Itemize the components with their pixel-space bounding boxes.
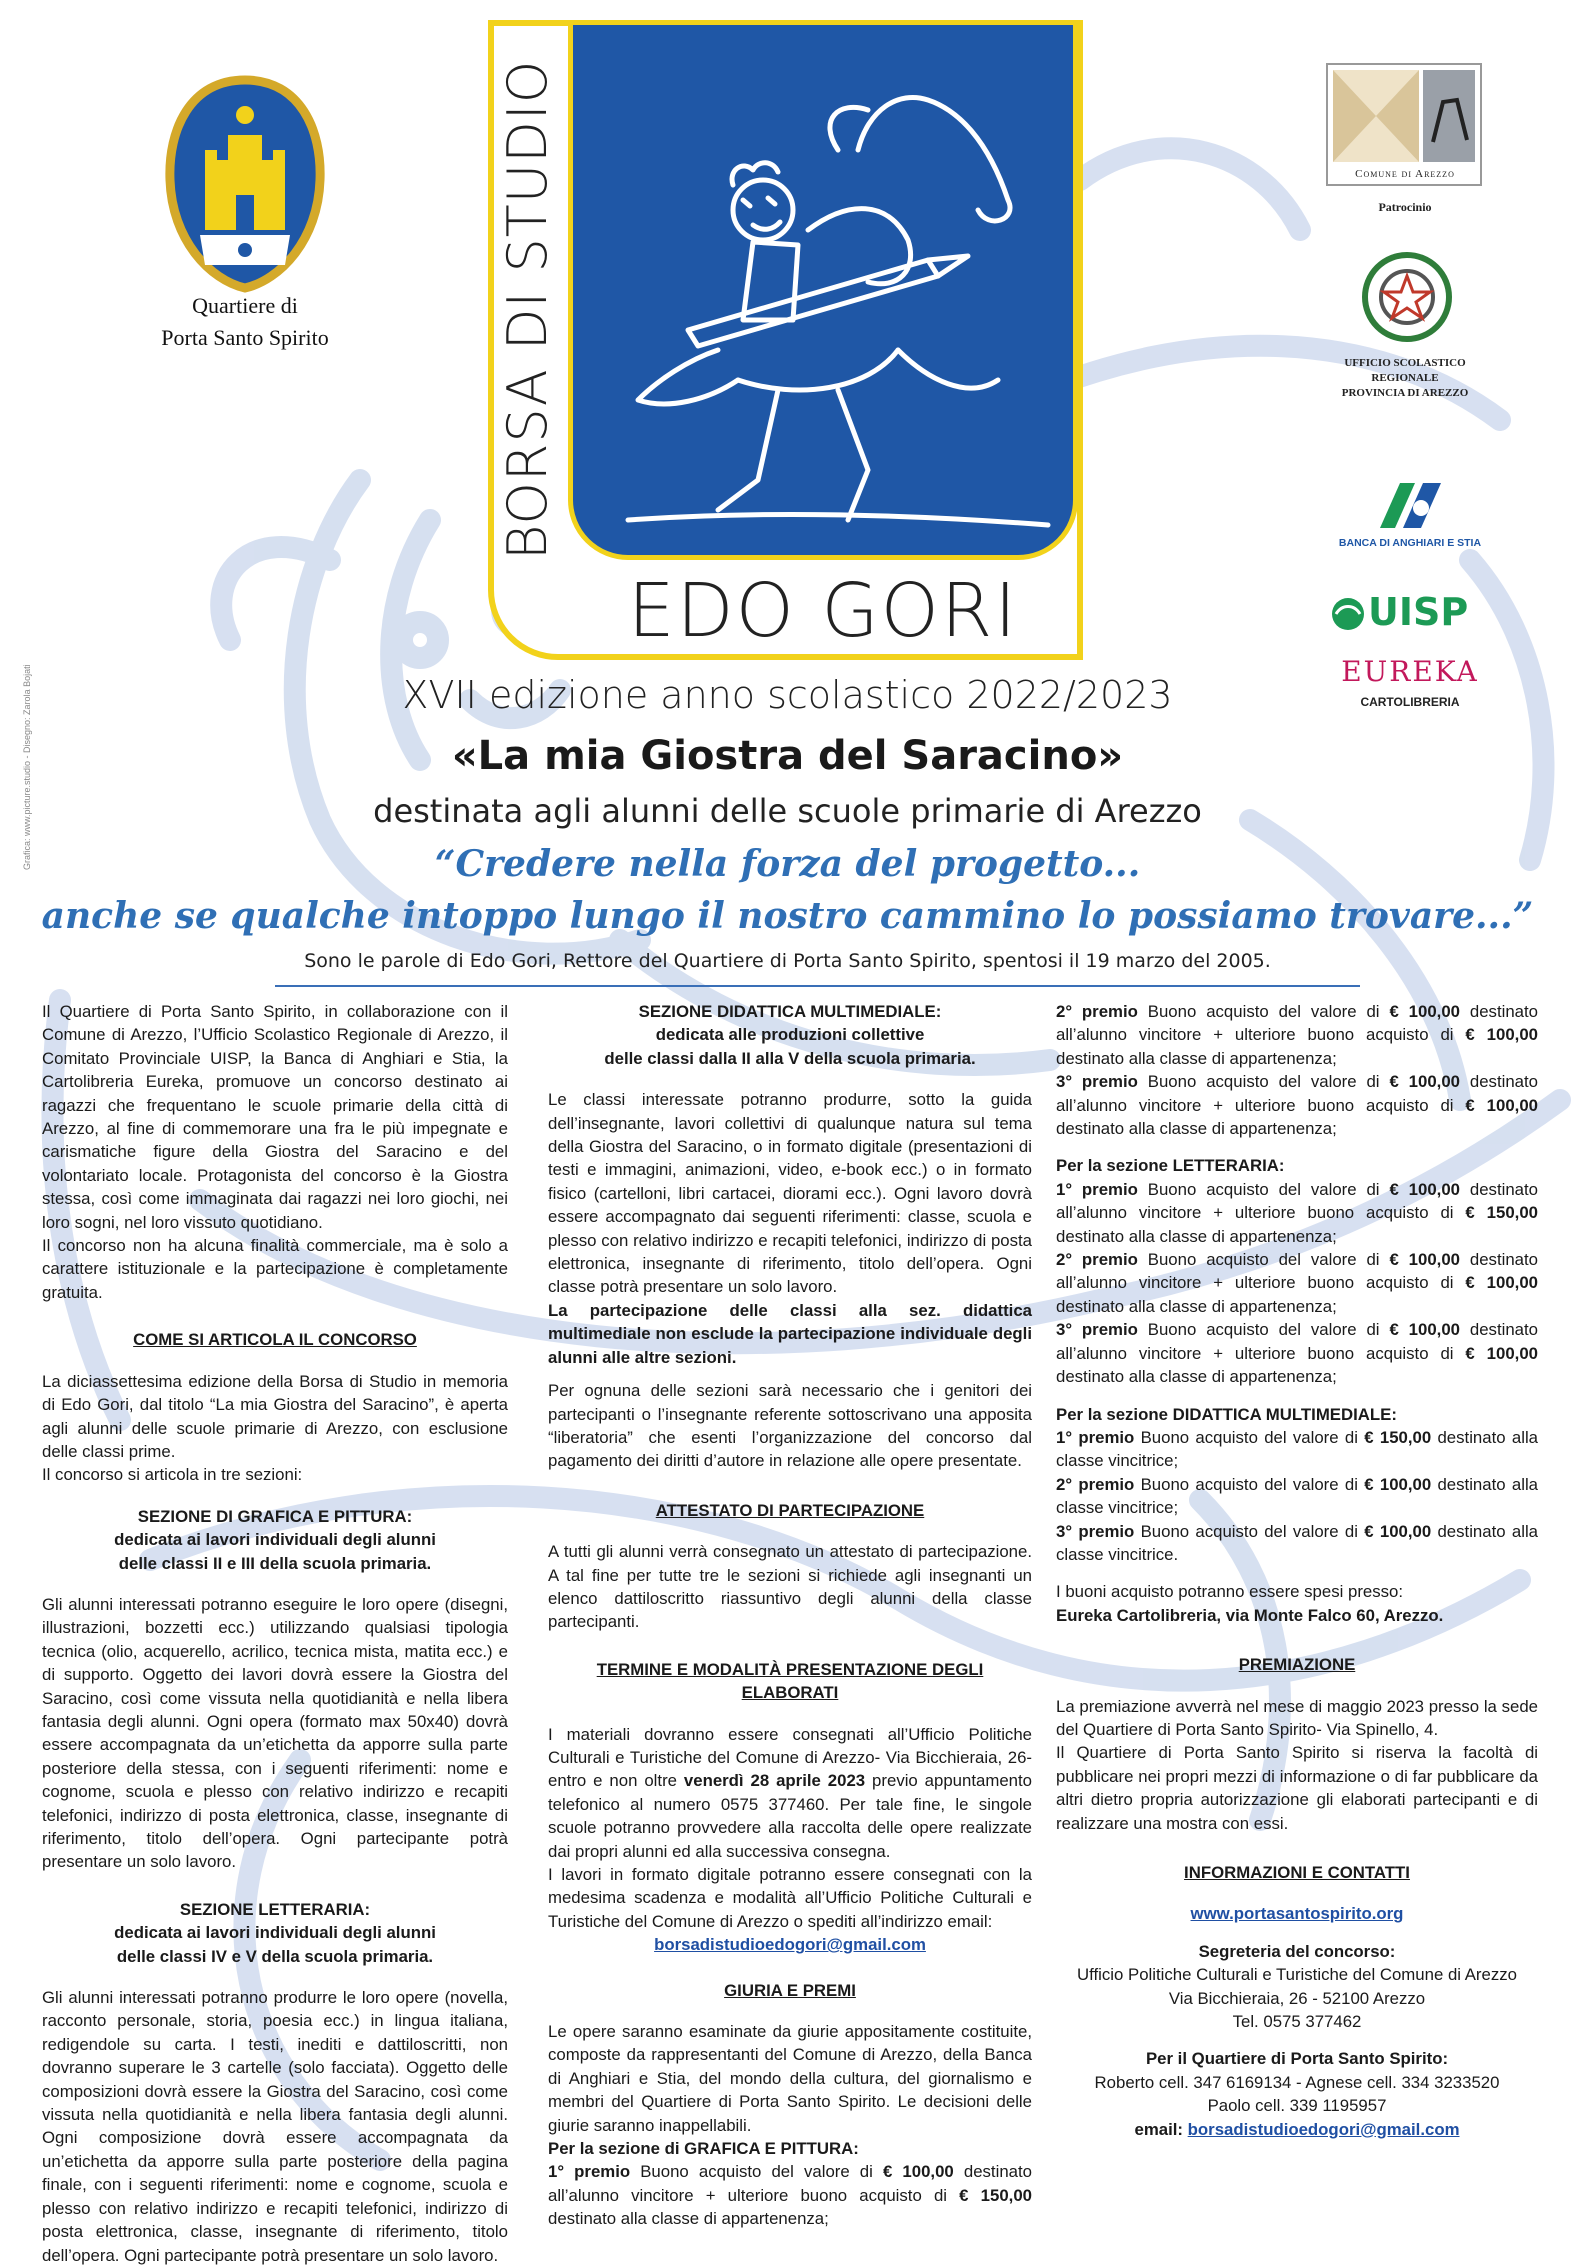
heading-letteraria-sub2: delle classi IV e V della scuola primaria. bbox=[116, 1946, 434, 1966]
uisp-label: UISP bbox=[1368, 590, 1469, 634]
uisp-logo bbox=[1330, 590, 1490, 640]
repubblica-emblem-icon bbox=[1360, 250, 1455, 345]
credit-text: Grafica: www.picture.studio - Disegno: Zarola Bojati bbox=[22, 664, 32, 870]
column-1 bbox=[42, 1000, 508, 2267]
heading-come-si-articola: COME SI ARTICOLA IL CONCORSO bbox=[133, 1330, 417, 1350]
heading-letteraria: SEZIONE LETTERARIA: bbox=[179, 1899, 371, 1919]
comune-label: Comune di Arezzo bbox=[1355, 168, 1455, 180]
premiazione-text-2: Il Quartiere di Porta Santo Spirito si riserva la facoltà di pubblicare nei propri mezzi di informazione o di far pubblicare da altri dietro propria autorizzazione gli elaborati partecipanti e di realizzare una mostra con essi. bbox=[1056, 1743, 1538, 1833]
grafica-prize-label: Per la sezione di GRAFICA E PITTURA: bbox=[548, 2139, 859, 2159]
segreteria-line1: Ufficio Politiche Culturali e Turistiche del Comune di Arezzo bbox=[1077, 1965, 1517, 1985]
come-text: La diciassettesima edizione della Borsa di Studio in memoria di Edo Gori, dal titolo “La mia Giostra del Saracino”, è aperta agli alunni delle scuole primarie di Arezzo, con esclusione delle classi prime. bbox=[42, 1371, 508, 1461]
quote-line1: “Credere nella forza del progetto... bbox=[434, 843, 1141, 885]
letteraria-prize-label: Per la sezione LETTERARIA: bbox=[1056, 1156, 1285, 1176]
edo-gori-title: EDO GORI bbox=[627, 568, 1019, 654]
crest-label-line2: Porta Santo Spirito bbox=[161, 325, 329, 350]
deadline-date: venerdì 28 aprile 2023 bbox=[683, 1771, 866, 1791]
multimediale-prize-2: 2° premio Buono acquisto del valore di € 100,00 destinato alla classe vincitrice; bbox=[1056, 1474, 1538, 1518]
quartiere-contacts-line1: Roberto cell. 347 6169134 - Agnese cell. 334 3233520 bbox=[1094, 2072, 1500, 2092]
edition-title: XVII edizione anno scolastico 2022/2023 bbox=[402, 673, 1173, 717]
heading-grafica-sub1: dedicata ai lavori individuali degli alunni bbox=[114, 1530, 436, 1550]
banca-anghiari-logo-icon bbox=[1375, 478, 1445, 533]
multimediale-bold-note: La partecipazione delle classi alla sez. didattica multimediale non esclude la partecipazione individuale degli alunni alle altre sezioni. bbox=[548, 1300, 1032, 1367]
heading-letteraria-sub1: dedicata ai lavori individuali degli alunni bbox=[114, 1923, 436, 1943]
letteraria-text: Gli alunni interessati potranno produrre le loro opere (novella, racconto personale, storia, poesia ecc.) in lingua italiana, redigendole su carta. I testi, inediti e dattiloscritti, non dovranno superare le 3 cartelle (solo facciata). Oggetto delle composizioni dovrà essere la Giostra del Saracino, così come vissuta nella quotidianità e nella libera fantasia degli alunni. Ogni composizione dovrà essere accompagnata da un’etichetta da apporre sulla parte posteriore della pagina finale, con i seguenti riferimenti: nome e cognome, scuola e plesso con relativo indirizzo e recapiti telefonici, indirizzo di posta elettronica, classe, insegnante di riferimento, titolo dell’opera. Ogni partecipante potrà presentare un solo lavoro. bbox=[42, 1988, 508, 2265]
letteraria-prize-2: 2° premio Buono acquisto del valore di € 100,00 destinato all’alunno vincitore + ulteriore buono acquisto di € 100,00 destinato alla classe di appartenenza; bbox=[1056, 1250, 1538, 1316]
grafica-prize-3: 3° premio Buono acquisto del valore di € 100,00 destinato all’alunno vincitore + ulteriore buono acquisto di € 100,00 destinato alla classe di appartenenza; bbox=[1056, 1072, 1538, 1139]
buoni-text: I buoni acquisto potranno essere spesi presso: bbox=[1056, 1582, 1404, 1602]
come-text-2: Il concorso si articola in tre sezioni: bbox=[42, 1465, 303, 1485]
heading-attestato: ATTESTATO DI PARTECIPAZIONE bbox=[655, 1500, 925, 1520]
grafica-text: Gli alunni interessati potranno eseguire le loro opere (disegni, illustrazioni, bozzetti ecc.) utilizzando qualsiasi tipologia tecnica (olio, acquerello, acrilico, tecnica mista, matita ecc.) e di supporto. Oggetto dei lavori dovrà essere la Giostra del Saracino, così come vissuta nella quotidianità e nella libera fantasia degli alunni. Ogni opera (formato max 50x40) dovrà essere accompagnata da un’etichetta da apporre sulla parte posteriore della stessa, con i seguenti riferimenti: nome e cognome, scuola e plesso con relativo indirizzo e recapiti telefonici, indirizzo di posta elettronica, classe, insegnante di riferimento, titolo dell’opera. Ogni partecipante potrà presentare un solo lavoro. bbox=[42, 1594, 508, 1872]
grafica-prize-1: 1° premio Buono acquisto del valore di € 100,00 destinato all’alunno vincitore + ulteriore buono acquisto di € 150,00 destinato alla classe di appartenenza; bbox=[548, 2162, 1032, 2229]
borsa-logo bbox=[488, 20, 1083, 660]
buoni-location: Eureka Cartolibreria, via Monte Falco 60, Arezzo. bbox=[1056, 1605, 1444, 1625]
quote-line2: anche se qualche intoppo lungo il nostro cammino lo possiamo trovare...” bbox=[41, 895, 1534, 937]
patrocinio-label: Patrocinio bbox=[1378, 200, 1432, 214]
intro-text-2: Il concorso non ha alcuna finalità commerciale, ma è solo a carattere istituzionale e la partecipazione è completamente gratuita. bbox=[42, 1236, 508, 1302]
genitori-text: Per ognuna delle sezioni sarà necessario che i genitori dei partecipanti o l’insegnante referente sottoscrivano una apposita “liberatoria” che esenti l’organizzazione del concorso dal pagamento dei diritti d’autore in relazione alle opere presentate. bbox=[548, 1381, 1032, 1471]
heading-grafica-sub2: delle classi II e III della scuola primaria. bbox=[118, 1553, 432, 1573]
termine-text: I materiali dovranno essere consegnati all’Ufficio Politiche Culturali e Turistiche del Comune di Arezzo- Via Bicchieraia, 26- entro e non oltre venerdì 28 aprile 2023 previo appuntamento telefonico al numero 0575 377460. Per tale fine, le singole scuole potranno provvedere alla raccolta delle opere realizzate dai propri alunni ed alla successiva consegna. bbox=[548, 1724, 1032, 1861]
quartiere-crest-icon bbox=[150, 70, 340, 295]
quartiere-contacts-heading: Per il Quartiere di Porta Santo Spirito: bbox=[1145, 2049, 1449, 2069]
segreteria-heading: Segreteria del concorso: bbox=[1198, 1941, 1396, 1961]
letteraria-prize-1: 1° premio Buono acquisto del valore di € 100,00 destinato all’alunno vincitore + ulteriore buono acquisto di € 150,00 destinato alla classe di appartenenza; bbox=[1056, 1179, 1538, 1246]
heading-premiazione: PREMIAZIONE bbox=[1238, 1655, 1356, 1675]
segreteria-line3: Tel. 0575 377462 bbox=[1232, 2012, 1362, 2032]
letteraria-prize-3: 3° premio Buono acquisto del valore di € 100,00 destinato all’alunno vincitore + ulteriore buono acquisto di € 100,00 destinato alla classe di appartenenza; bbox=[1056, 1320, 1538, 1387]
email-link[interactable]: borsadistudioedogori@gmail.com bbox=[654, 1935, 926, 1955]
banca-label: BANCA DI ANGHIARI E STIA bbox=[1338, 537, 1482, 549]
termine-digitale-text: I lavori in formato digitale potranno essere consegnati con la medesima scadenza e modalità all’Ufficio Politiche Culturali e Turistiche del Comune di Arezzo o spediti all’indirizzo email: bbox=[548, 1865, 1032, 1931]
heading-multimediale-sub2: delle classi dalla II alla V della scuola primaria. bbox=[604, 1048, 976, 1068]
heading-multimediale-sub1: dedicata alle produzioni collettive bbox=[655, 1025, 925, 1045]
uisp-globe-icon bbox=[1330, 596, 1366, 632]
giuria-text: Le opere saranno esaminate da giurie appositamente costituite, composte da rappresentanti del Comune di Arezzo, della Banca di Anghiari e Stia, del mondo della cultura, del giornalismo e membri del Quartiere di Porta Santo Spirito. Le decisioni delle giurie saranno inappellabili. bbox=[548, 2022, 1032, 2135]
contest-title: «La mia Giostra del Saracino» bbox=[451, 733, 1124, 779]
email-label: email: bbox=[1134, 2119, 1188, 2139]
cartolibreria-label: CARTOLIBRERIA bbox=[1360, 695, 1460, 709]
jouster-drawing-icon bbox=[568, 20, 1078, 560]
website-link[interactable]: www.portasantospirito.org bbox=[1190, 1904, 1404, 1924]
column-2 bbox=[548, 1000, 1032, 2231]
multimediale-prize-3: 3° premio Buono acquisto del valore di € 100,00 destinato alla classe vincitrice. bbox=[1056, 1521, 1538, 1564]
attribution: Sono le parole di Edo Gori, Rettore del Quartiere di Porta Santo Spirito, spentosi il 19 marzo del 2005. bbox=[304, 950, 1271, 972]
multimediale-prize-label: Per la sezione DIDATTICA MULTIMEDIALE: bbox=[1056, 1404, 1397, 1424]
heading-info: INFORMAZIONI E CONTATTI bbox=[1184, 1863, 1410, 1882]
divider bbox=[275, 985, 1360, 987]
segreteria-line2: Via Bicchieraia, 26 - 52100 Arezzo bbox=[1168, 1988, 1426, 2008]
column-3 bbox=[1056, 1000, 1538, 2141]
contact-email-link[interactable]: borsadistudioedogori@gmail.com bbox=[1187, 2119, 1460, 2139]
heading-grafica: SEZIONE DI GRAFICA E PITTURA: bbox=[137, 1506, 413, 1526]
ufficio-scolastico-label: UFFICIO SCOLASTICO REGIONALE PROVINCIA DI AREZZO bbox=[1341, 357, 1469, 399]
subtitle: destinata agli alunni delle scuole primarie di Arezzo bbox=[373, 792, 1202, 830]
premiazione-text: La premiazione avverrà nel mese di maggio 2023 presso la sede del Quartiere di Porta Santo Spirito- Via Spinello, 4. bbox=[1056, 1696, 1538, 1739]
heading-multimediale: SEZIONE DIDATTICA MULTIMEDIALE: bbox=[638, 1002, 942, 1021]
heading-giuria: GIURIA E PREMI bbox=[724, 1980, 856, 2000]
intro-text: Il Quartiere di Porta Santo Spirito, in collaborazione con il Comune di Arezzo, l’Ufficio Scolastico Regionale di Arezzo, il Comitato Provinciale UISP, la Banca di Anghiari e Stia, la Cartolibreria Eureka, promuove un concorso destinato ai ragazzi che frequentano le scuole primarie della città di Arezzo, al fine di commemorare una fra le più impegnate e carismatiche figure della Giostra del Saracino e del volontariato locale. Protagonista del concorso è la Giostra stessa, così come immaginata dai ragazzi nei loro giochi, nei loro sogni, nel loro vissuto quotidiano. bbox=[42, 1002, 508, 1232]
eureka-label: EUREKA bbox=[1341, 655, 1479, 688]
multimediale-text: Le classi interessate potranno produrre, sotto la guida dell’insegnante, lavori collettivi di qualunque natura sul tema della Giostra del Saracino, o in formato digitale (presentazioni di testi e immagini, animazioni, video, e-book ecc.) o in formato fisico (cartelloni, libri cartacei, diorami ecc.). Ogni lavoro dovrà essere accompagnato dai seguenti riferimenti: classe, scuola e plesso con relativo indirizzo e recapiti telefonici, indirizzo di posta elettronica, insegnante di riferimento, titolo dell’opera. Ogni classe potrà presentare un solo lavoro. bbox=[548, 1090, 1032, 1297]
crest-label-line1: Quartiere di bbox=[192, 293, 298, 318]
multimediale-prize-1: 1° premio Buono acquisto del valore di € 150,00 destinato alla classe vincitrice; bbox=[1056, 1427, 1538, 1471]
borsa-vertical-text: BORSA DI STUDIO bbox=[496, 59, 559, 560]
grafica-prize-2: 2° premio Buono acquisto del valore di € 100,00 destinato all’alunno vincitore + ulteriore buono acquisto di € 100,00 destinato alla classe di appartenenza; bbox=[1056, 1002, 1538, 1068]
heading-termine: TERMINE E MODALITÀ PRESENTAZIONE DEGLI ELABORATI bbox=[596, 1659, 984, 1703]
attestato-text: A tutti gli alunni verrà consegnato un attestato di partecipazione. A tal fine per tutte tre le sezioni si richiede agli insegnanti un elenco dattiloscritto riassuntivo degli alunni della classe partecipanti. bbox=[548, 1542, 1032, 1632]
quartiere-contacts-line2: Paolo cell. 339 1195957 bbox=[1207, 2096, 1387, 2116]
